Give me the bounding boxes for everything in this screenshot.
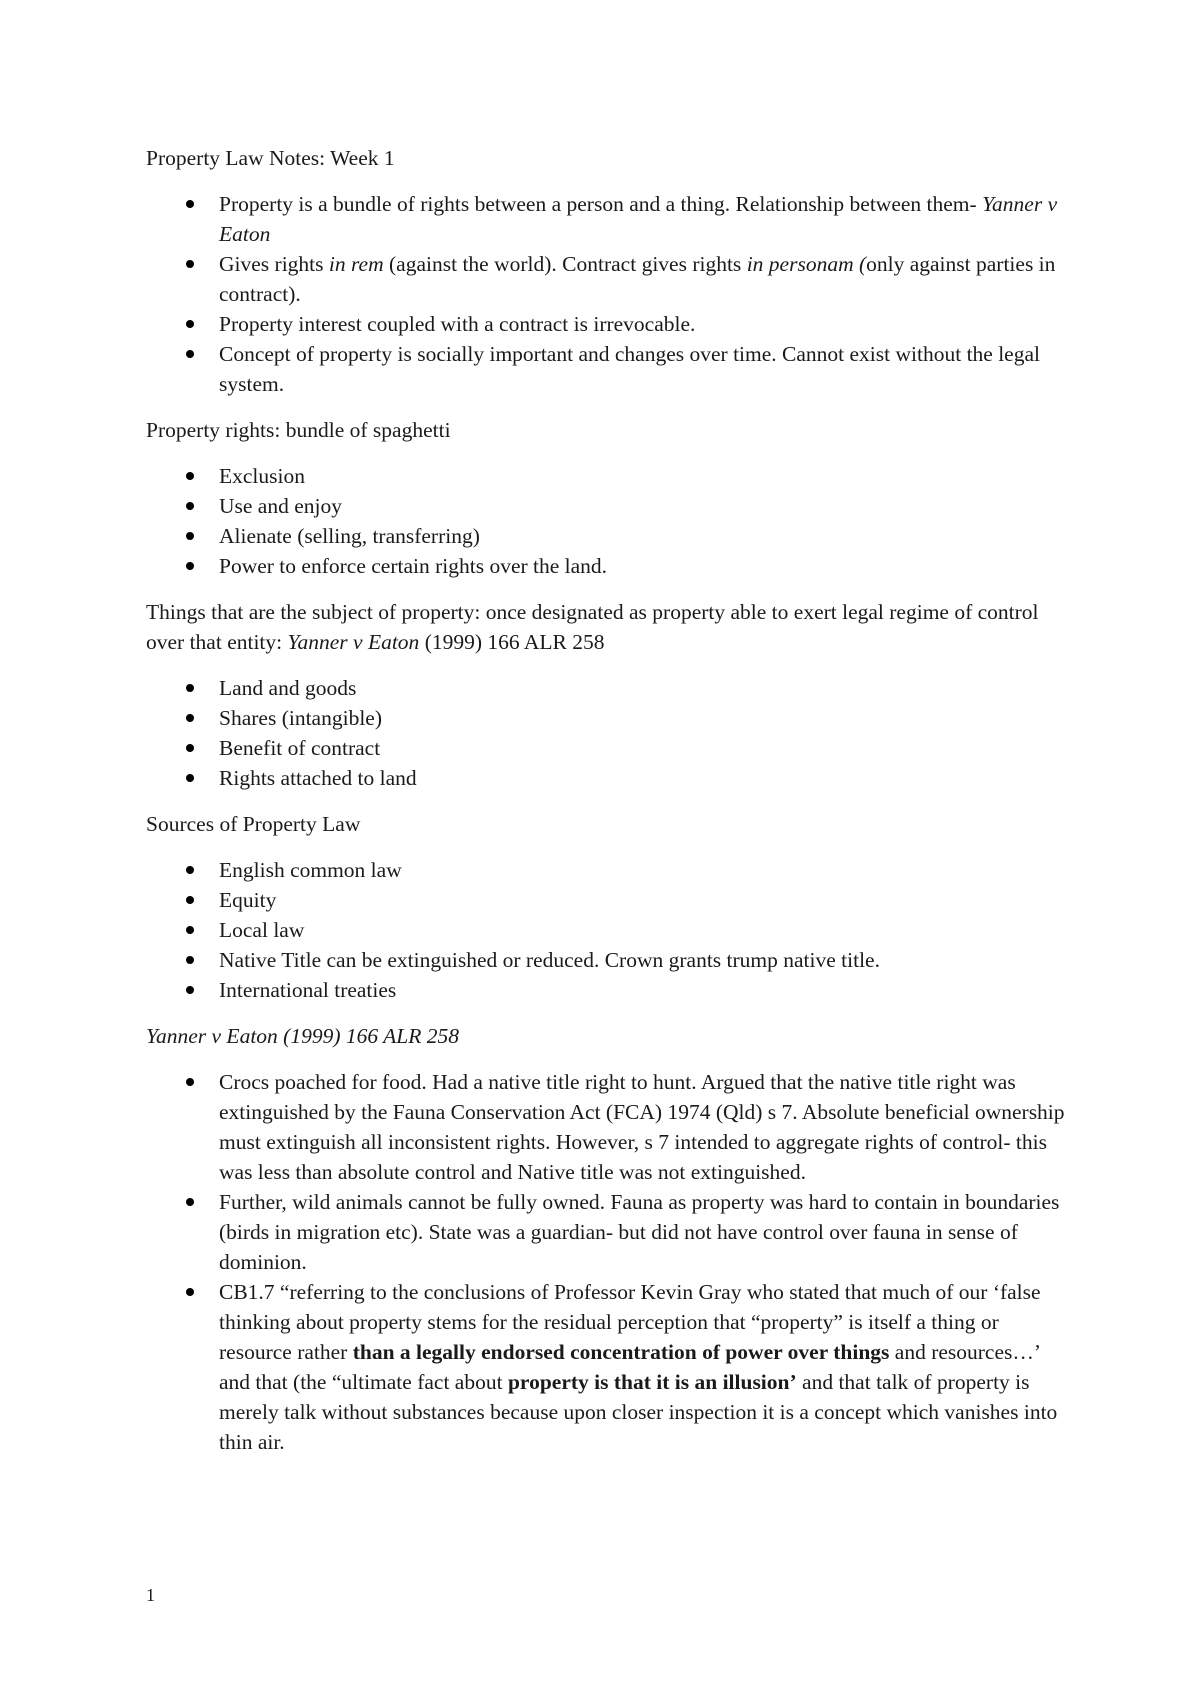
text-run: Property Law Notes: Week 1: [146, 146, 395, 170]
section-heading: [146, 1021, 1066, 1051]
bullet-item: [219, 521, 1066, 551]
bullet-list: [146, 855, 1066, 1005]
section-heading: [146, 809, 1066, 839]
text-run: and that talk of property is merely talk without substances because upon closer inspection it is a concept which vanishes into thin air.: [219, 1370, 1058, 1454]
text-run: Local law: [219, 918, 305, 942]
text-run: International treaties: [219, 978, 397, 1002]
text-run: Alienate (selling, transferring): [219, 524, 480, 548]
bullet-item: [219, 975, 1066, 1005]
text-run: Land and goods: [219, 676, 357, 700]
text-run: Power to enforce certain rights over the land.: [219, 554, 608, 578]
text-run: Native Title can be extinguished or reduced. Crown grants trump native title.: [219, 948, 880, 972]
text-run: English common law: [219, 858, 402, 882]
text-run: Property rights: bundle of spaghetti: [146, 418, 451, 442]
text-run: Benefit of contract: [219, 736, 381, 760]
text-run: in rem: [328, 252, 384, 276]
text-run: than a legally endorsed concentration of power over things: [352, 1340, 890, 1364]
bullet-item: [219, 885, 1066, 915]
text-run: Crocs poached for food. Had a native title right to hunt. Argued that the native title right was extinguished by the Fauna Conservation Act (FCA) 1974 (Qld) s 7. Absolute beneficial ownership must extinguish all inconsistent rights. However, s 7 intended to aggregate rights of control- this was less than absolute control and Native title was not extinguished.: [219, 1070, 1065, 1184]
bullet-item: [219, 1067, 1066, 1187]
document-body: [146, 143, 1066, 1473]
section-heading: [146, 143, 1066, 173]
text-run: Shares (intangible): [219, 706, 382, 730]
bullet-item: [219, 945, 1066, 975]
bullet-item: [219, 673, 1066, 703]
bullet-list: [146, 673, 1066, 793]
text-run: property is that it is an illusion’: [507, 1370, 797, 1394]
text-run: Property interest coupled with a contract is irrevocable.: [219, 312, 696, 336]
bullet-list: [146, 461, 1066, 581]
text-run: Yanner v Eaton: [219, 192, 1058, 246]
bullet-item: [219, 915, 1066, 945]
bullet-item: [219, 189, 1066, 249]
bullet-item: [219, 1187, 1066, 1277]
text-run: Equity: [219, 888, 277, 912]
text-run: (1999) 166 ALR 258: [419, 630, 605, 654]
bullet-list: [146, 1067, 1066, 1457]
text-run: Concept of property is socially important and changes over time. Cannot exist without the legal system.: [219, 342, 1040, 396]
text-run: Sources of Property Law: [146, 812, 361, 836]
bullet-item: [219, 733, 1066, 763]
bullet-item: [219, 249, 1066, 309]
page-number: 1: [146, 1585, 155, 1605]
text-run: Yanner v Eaton (1999) 166 ALR 258: [146, 1024, 459, 1048]
bullet-list: [146, 189, 1066, 399]
text-run: Rights attached to land: [219, 766, 417, 790]
bullet-item: [219, 763, 1066, 793]
text-run: Use and enjoy: [219, 494, 342, 518]
text-run: (against the world). Contract gives rights: [383, 252, 747, 276]
bullet-item: [219, 491, 1066, 521]
text-run: Property is a bundle of rights between a person and a thing. Relationship between them-: [219, 192, 983, 216]
text-run: only against parties in contract).: [219, 252, 1056, 306]
text-run: and resources…’ and that (the “ultimate fact about: [219, 1340, 1040, 1394]
bullet-item: [219, 855, 1066, 885]
bullet-item: [219, 339, 1066, 399]
text-run: in personam (: [746, 252, 867, 276]
text-run: Exclusion: [219, 464, 305, 488]
bullet-item: [219, 1277, 1066, 1457]
text-run: CB1.7 “referring to the conclusions of Professor Kevin Gray who stated that much of our ‘false thinking about property stems for the residual perception that “property” is itself a thing or resource rather: [219, 1280, 1041, 1364]
text-run: Things that are the subject of property: once designated as property able to exert legal regime of control over that entity:: [146, 600, 1039, 654]
bullet-item: [219, 309, 1066, 339]
bullet-item: [219, 461, 1066, 491]
text-run: Gives rights: [219, 252, 329, 276]
section-heading: [146, 597, 1066, 657]
section-heading: [146, 415, 1066, 445]
bullet-item: [219, 703, 1066, 733]
text-run: Yanner v Eaton: [287, 630, 420, 654]
bullet-item: [219, 551, 1066, 581]
text-run: Further, wild animals cannot be fully owned. Fauna as property was hard to contain in boundaries (birds in migration etc). State was a guardian- but did not have control over fauna in sense of dominion.: [219, 1190, 1060, 1274]
